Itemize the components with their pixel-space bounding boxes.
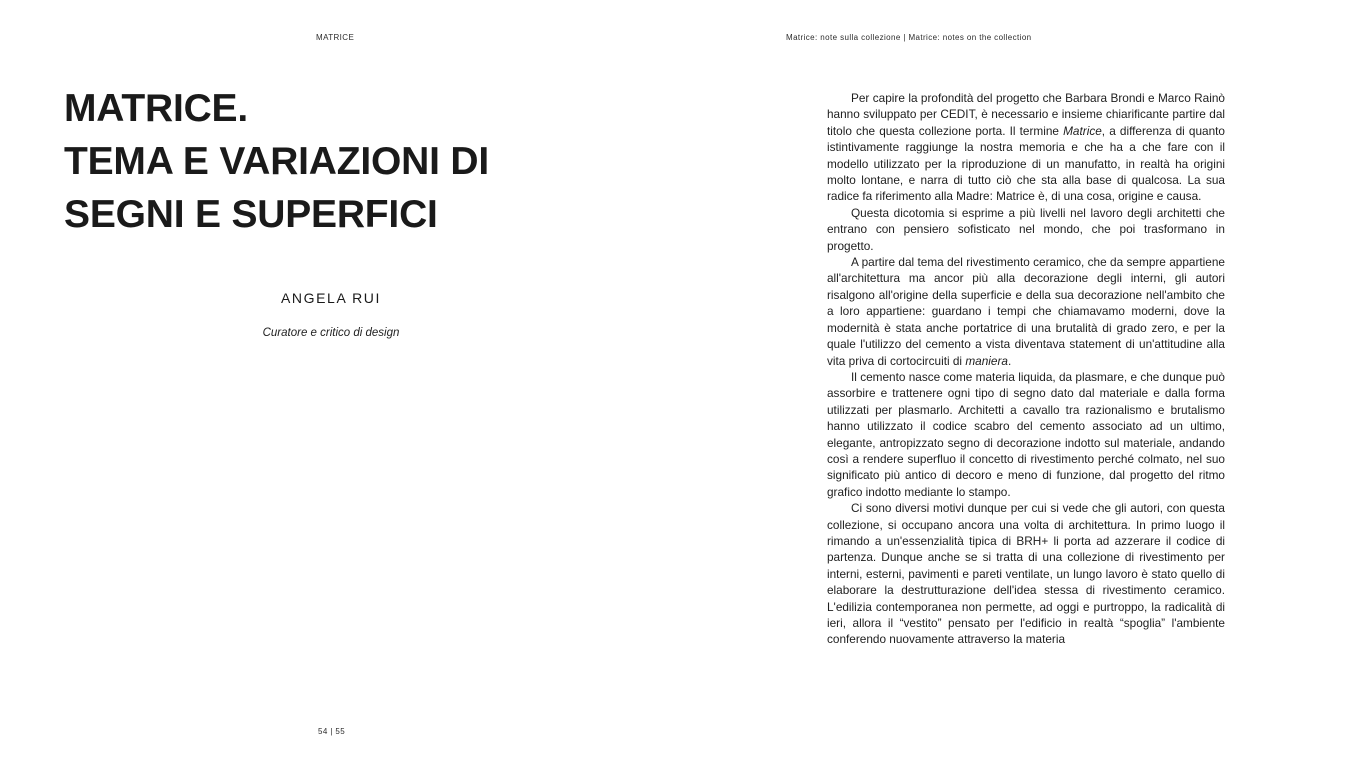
body-paragraph: Il cemento nasce come materia liquida, da plasmare, e che dunque può assorbire e trattenere ogni tipo di segno dato dal materiale e dalla forma utilizzati per plasmarlo. Architetti a cavallo tra razionalismo e brutalismo hanno utilizzato il codice scabro del cemento associato ad un ultimo, elegante, antropizzato segno di decorazione indotto sul materiale, andando così a rendere superfluo il concetto di rivestimento perché colmato, nel suo significato più antico di decoro e meno di funzione, dal progetto del ritmo grafico indotto mediante lo stampo.	[827, 369, 1225, 499]
running-head-right: Matrice: note sulla collezione | Matrice: notes on the collection	[786, 33, 1032, 42]
body-text-column	[827, 90, 1225, 648]
page-title	[64, 82, 489, 241]
page-numbers: 54 | 55	[318, 727, 346, 736]
body-paragraph: Per capire la profondità del progetto che Barbara Brondi e Marco Rainò hanno sviluppato per CEDIT, è necessario e insieme chiarificante partire dal titolo che questa collezione porta. Il termine Matrice, a differenza di quanto istintivamente raggiunge la nostra memoria e che ha a che fare con il modello utilizzato per la riproduzione di un manufatto, in realtà ha origini molto lontane, e narra di tutto ciò che sta alla base di qualcosa. La sua radice fa riferimento alla Madre: Matrice è, di una cosa, origine e causa.	[827, 91, 1225, 204]
page-title-line-3: SEGNI E SUPERFICI	[64, 193, 438, 236]
author-name: ANGELA RUI	[280, 290, 382, 306]
running-head-left: MATRICE	[316, 33, 355, 42]
page-title-line-2: TEMA E VARIAZIONI DI	[64, 140, 490, 183]
page-title-line-1: MATRICE.	[64, 87, 248, 130]
body-paragraph: A partire dal tema del rivestimento ceramico, che da sempre appartiene all'architettura ma ancor più alla decorazione degli interni, gli autori risalgono all'origine della superficie e della sua decorazione nell'ambito che a loro appartiene: guardano i tempi che chiamavamo moderni, dove la modernità è stata anche portatrice di una brutalità di grado zero, e per la quale l'utilizzo del cemento a vista diventava statement di un'attitudine alla vita priva di cortocircuiti di maniera.	[827, 255, 1225, 368]
body-paragraph: Ci sono diversi motivi dunque per cui si vede che gli autori, con questa collezione, si occupano ancora una volta di architettura. In primo luogo il rimando a un'essenzialità tipica di BRH+ li porta ad azzerare il codice di partenza. Dunque anche se si tratta di una collezione di rivestimento per interni, esterni, pavimenti e pareti ventilate, un lungo lavoro è stato quello di elaborare la destrutturazione dell'idea stessa di rivestimento ceramico. L'edilizia contemporanea non permette, ad oggi e purtroppo, la radicalità di ieri, allora il “vestito” pensato per l'edificio in realtà “spoglia” l'ambiente conferendo nuovamente attraverso la materia	[827, 501, 1225, 647]
body-paragraph: Questa dicotomia si esprime a più livelli nel lavoro degli architetti che entrano con pensiero sofisticato nel mondo, che poi trasformano in progetto.	[827, 205, 1225, 253]
author-role: Curatore e critico di design	[262, 327, 400, 339]
